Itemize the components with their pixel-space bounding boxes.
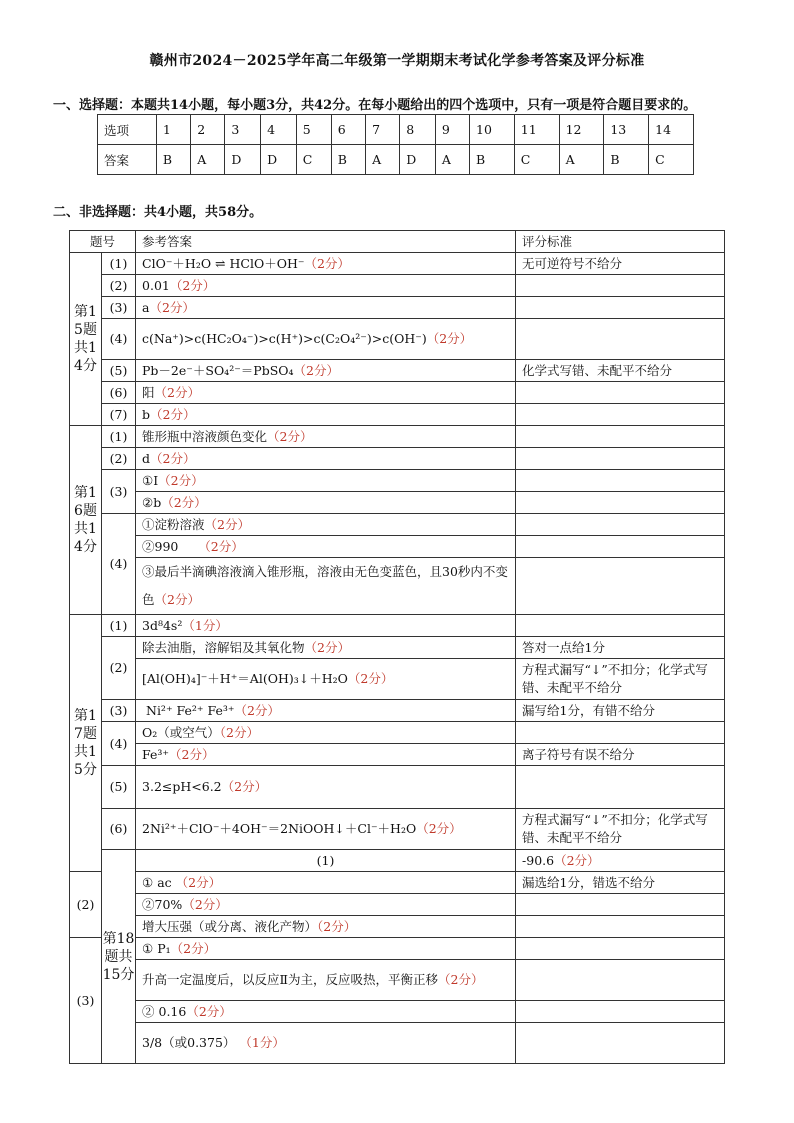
answer-cell: ① ac （2分） bbox=[136, 872, 516, 894]
criteria-cell bbox=[516, 894, 725, 916]
section-heading: 二、非选择题：共4小题，共58分。 bbox=[53, 205, 263, 220]
table-row bbox=[70, 894, 725, 916]
table-cell: C bbox=[296, 145, 331, 175]
table-row bbox=[70, 615, 725, 637]
table-row bbox=[70, 744, 725, 766]
criteria-cell bbox=[516, 297, 725, 319]
sub-number: (3) bbox=[102, 470, 136, 514]
criteria-cell bbox=[516, 1001, 725, 1023]
criteria-cell bbox=[516, 558, 725, 615]
answer-cell: ②70%（2分） bbox=[136, 894, 516, 916]
answer-cell: 除去油脂，溶解铝及其氧化物（2分） bbox=[136, 637, 516, 659]
answer-cell: -90.6（2分） bbox=[516, 850, 725, 872]
table-row bbox=[70, 275, 725, 297]
table-row bbox=[70, 916, 725, 938]
answer-cell: [Al(OH)₄]⁻＋H⁺＝Al(OH)₃↓＋H₂O（2分） bbox=[136, 659, 516, 700]
criteria-cell bbox=[516, 916, 725, 938]
choice-answer-table bbox=[97, 114, 694, 175]
table-cell: 9 bbox=[435, 115, 469, 145]
table-row bbox=[70, 319, 725, 360]
sub-number: (4) bbox=[102, 514, 136, 615]
criteria-cell: 方程式漏写“↓”不扣分；化学式写错、未配平不给分 bbox=[516, 659, 725, 700]
criteria-cell bbox=[516, 275, 725, 297]
table-cell: 14 bbox=[649, 115, 694, 145]
sub-number: (6) bbox=[102, 809, 136, 850]
sub-number: (5) bbox=[102, 766, 136, 809]
answer-cell: ClO⁻＋H₂O ⇌ HClO＋OH⁻（2分） bbox=[136, 253, 516, 275]
table-row bbox=[70, 872, 725, 894]
answer-table bbox=[69, 230, 725, 1064]
table-cell: B bbox=[156, 145, 190, 175]
table-row bbox=[70, 722, 725, 744]
sub-number: (2) bbox=[70, 872, 102, 938]
table-cell: 7 bbox=[366, 115, 400, 145]
table-cell: 13 bbox=[604, 115, 649, 145]
table-header-row bbox=[70, 231, 725, 253]
answer-cell: d（2分） bbox=[136, 448, 516, 470]
table-row bbox=[70, 492, 725, 514]
table-row bbox=[70, 809, 725, 850]
table-cell: A bbox=[191, 145, 225, 175]
answer-cell: 锥形瓶中溶液颜色变化（2分） bbox=[136, 426, 516, 448]
criteria-cell bbox=[516, 536, 725, 558]
criteria-cell bbox=[516, 766, 725, 809]
table-row bbox=[70, 536, 725, 558]
sub-number: (4) bbox=[102, 319, 136, 360]
criteria-cell bbox=[516, 615, 725, 637]
row-label: 答案 bbox=[98, 145, 157, 175]
header-qnum: 题号 bbox=[70, 231, 136, 253]
answer-cell: Fe³⁺（2分） bbox=[136, 744, 516, 766]
criteria-cell bbox=[516, 448, 725, 470]
sub-number: (2) bbox=[102, 637, 136, 700]
sub-number: (3) bbox=[70, 938, 102, 1064]
sub-number: (2) bbox=[102, 275, 136, 297]
answer-cell: a（2分） bbox=[136, 297, 516, 319]
table-row bbox=[98, 145, 694, 175]
answer-cell: 阳（2分） bbox=[136, 382, 516, 404]
question-label: 第17题共15分 bbox=[70, 615, 102, 872]
criteria-cell: 无可逆符号不给分 bbox=[516, 253, 725, 275]
answer-cell: 3/8（或0.375） （1分） bbox=[136, 1023, 516, 1064]
table-cell: A bbox=[366, 145, 400, 175]
table-cell: 2 bbox=[191, 115, 225, 145]
criteria-cell: 答对一点给1分 bbox=[516, 637, 725, 659]
answer-cell: 0.01（2分） bbox=[136, 275, 516, 297]
question-label: 第16题共14分 bbox=[70, 426, 102, 615]
table-cell: 1 bbox=[156, 115, 190, 145]
answer-cell: O₂（或空气）（2分） bbox=[136, 722, 516, 744]
answer-cell: ②990 （2分） bbox=[136, 536, 516, 558]
criteria-cell bbox=[516, 722, 725, 744]
table-row bbox=[70, 659, 725, 700]
answer-cell: 3d⁸4s²（1分） bbox=[136, 615, 516, 637]
table-row bbox=[70, 1001, 725, 1023]
sub-number: (6) bbox=[102, 382, 136, 404]
criteria-cell bbox=[516, 960, 725, 1001]
answer-cell: ①淀粉溶液（2分） bbox=[136, 514, 516, 536]
criteria-cell bbox=[516, 938, 725, 960]
table-cell: 5 bbox=[296, 115, 331, 145]
table-cell: 6 bbox=[331, 115, 365, 145]
answer-cell: 升高一定温度后，以反应Ⅱ为主，反应吸热，平衡正移（2分） bbox=[136, 960, 516, 1001]
table-row bbox=[70, 297, 725, 319]
table-row bbox=[70, 766, 725, 809]
table-cell: D bbox=[261, 145, 297, 175]
table-cell: 10 bbox=[470, 115, 515, 145]
table-row bbox=[70, 470, 725, 492]
criteria-cell bbox=[516, 1023, 725, 1064]
answer-cell: ①I（2分） bbox=[136, 470, 516, 492]
criteria-cell: 漏写给1分，有错不给分 bbox=[516, 700, 725, 722]
header-criteria: 评分标准 bbox=[516, 231, 725, 253]
criteria-cell: 漏选给1分，错选不给分 bbox=[516, 872, 725, 894]
answer-cell: Pb－2e⁻＋SO₄²⁻＝PbSO₄（2分） bbox=[136, 360, 516, 382]
table-cell: B bbox=[331, 145, 365, 175]
criteria-cell bbox=[516, 319, 725, 360]
table-row bbox=[70, 426, 725, 448]
criteria-cell: 离子符号有误不给分 bbox=[516, 744, 725, 766]
table-row bbox=[70, 253, 725, 275]
criteria-cell: 化学式写错、未配平不给分 bbox=[516, 360, 725, 382]
answer-cell: Ni²⁺ Fe²⁺ Fe³⁺（2分） bbox=[136, 700, 516, 722]
table-cell: 4 bbox=[261, 115, 297, 145]
criteria-cell bbox=[516, 426, 725, 448]
table-row bbox=[70, 404, 725, 426]
table-row bbox=[70, 1023, 725, 1064]
sub-number: (3) bbox=[102, 700, 136, 722]
answer-cell: 3.2≤pH<6.2（2分） bbox=[136, 766, 516, 809]
answer-cell: c(Na⁺)>c(HC₂O₄⁻)>c(H⁺)>c(C₂O₄²⁻)>c(OH⁻)（2分） bbox=[136, 319, 516, 360]
answer-cell: ② 0.16（2分） bbox=[136, 1001, 516, 1023]
criteria-cell bbox=[516, 404, 725, 426]
table-cell: C bbox=[514, 145, 559, 175]
criteria-cell bbox=[516, 492, 725, 514]
row-label: 选项 bbox=[98, 115, 157, 145]
sub-number: (2) bbox=[102, 448, 136, 470]
answer-cell: 增大压强（或分离、液化产物）（2分） bbox=[136, 916, 516, 938]
sub-number: (3) bbox=[102, 297, 136, 319]
page-title: 赣州市2024－2025学年高二年级第一学期期末考试化学参考答案及评分标准 bbox=[149, 53, 645, 69]
answer-cell: b（2分） bbox=[136, 404, 516, 426]
table-cell: D bbox=[400, 145, 436, 175]
question-label: 第18题共15分 bbox=[102, 850, 136, 1064]
table-row bbox=[70, 938, 725, 960]
table-cell: D bbox=[225, 145, 261, 175]
table-cell: B bbox=[470, 145, 515, 175]
table-row bbox=[70, 558, 725, 615]
criteria-cell bbox=[516, 470, 725, 492]
header-answer: 参考答案 bbox=[136, 231, 516, 253]
sub-number: (1) bbox=[136, 850, 516, 872]
table-row bbox=[70, 514, 725, 536]
table-cell: 11 bbox=[514, 115, 559, 145]
criteria-cell bbox=[516, 382, 725, 404]
answer-cell: ① P₁（2分） bbox=[136, 938, 516, 960]
table-cell: C bbox=[649, 145, 694, 175]
table-row bbox=[70, 360, 725, 382]
table-cell: 12 bbox=[559, 115, 604, 145]
table-cell: 8 bbox=[400, 115, 436, 145]
table-cell: 3 bbox=[225, 115, 261, 145]
section-heading: 一、选择题：本题共14小题，每小题3分，共42分。在每小题给出的四个选项中，只有一项是符合题目要求的。 bbox=[53, 98, 697, 113]
table-row bbox=[98, 115, 694, 145]
table-row bbox=[70, 700, 725, 722]
sub-number: (1) bbox=[102, 253, 136, 275]
table-row bbox=[70, 382, 725, 404]
criteria-cell bbox=[516, 514, 725, 536]
table-row bbox=[70, 960, 725, 1001]
table-cell: A bbox=[435, 145, 469, 175]
criteria-cell: 方程式漏写“↓”不扣分；化学式写错、未配平不给分 bbox=[516, 809, 725, 850]
answer-cell: ②b（2分） bbox=[136, 492, 516, 514]
sub-number: (4) bbox=[102, 722, 136, 766]
sub-number: (1) bbox=[102, 426, 136, 448]
table-row bbox=[70, 850, 725, 872]
table-cell: B bbox=[604, 145, 649, 175]
table-cell: A bbox=[559, 145, 604, 175]
table-row bbox=[70, 448, 725, 470]
sub-number: (5) bbox=[102, 360, 136, 382]
sub-number: (1) bbox=[102, 615, 136, 637]
table-row bbox=[70, 637, 725, 659]
answer-cell: 2Ni²⁺＋ClO⁻＋4OH⁻＝2NiOOH↓＋Cl⁻＋H₂O（2分） bbox=[136, 809, 516, 850]
answer-cell: ③最后半滴碘溶液滴入锥形瓶，溶液由无色变蓝色，且30秒内不变色（2分） bbox=[136, 558, 516, 615]
sub-number: (7) bbox=[102, 404, 136, 426]
question-label: 第15题共14分 bbox=[70, 253, 102, 426]
